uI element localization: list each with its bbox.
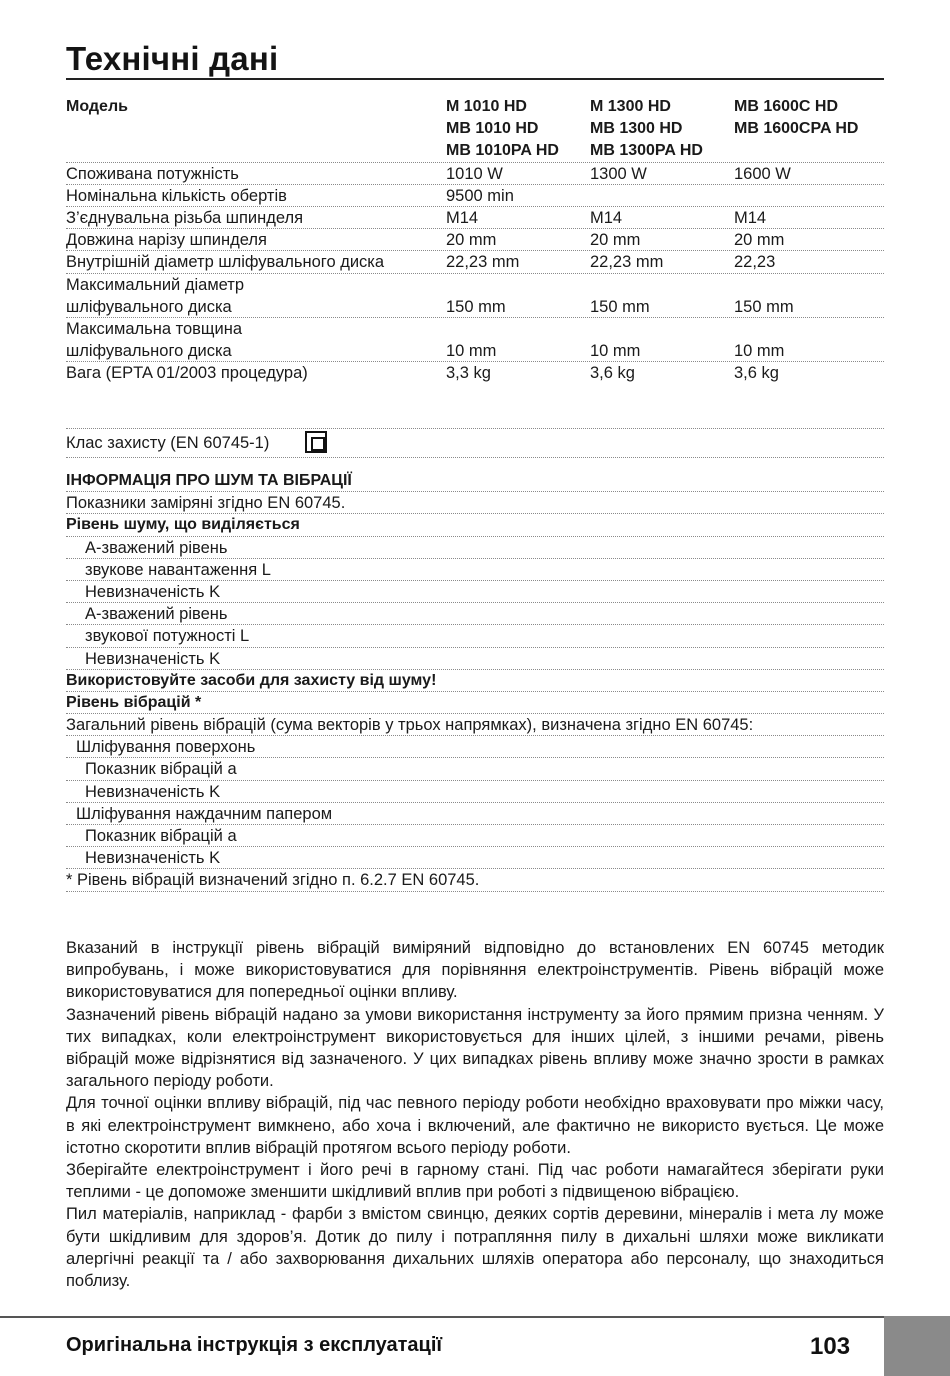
spec-label: Довжина нарізу шпинделя <box>66 231 267 250</box>
page-number: 103 <box>810 1333 851 1360</box>
noise-heading: ІНФОРМАЦІЯ ПРО ШУМ ТА ВІБРАЦІЇ <box>66 470 884 492</box>
spec-value: 20 mm <box>446 231 497 250</box>
vibration-value-label: Показник вібрацій a <box>66 825 884 847</box>
noise-vibration-section <box>66 470 884 892</box>
uncertainty-label: Невизначеність K <box>66 648 884 670</box>
paragraph: Зберігайте електроінструмент і його речі в гарному стані. Під час роботи намагайтеся зберігати руки теплими - це допоможе зменшити шкідливий вплив при роботі з підвищеною вібрацією. <box>66 1161 884 1202</box>
spec-value: 3,6 kg <box>590 364 635 383</box>
paragraph: Пил матеріалів, наприклад - фарби з вмістом свинцю, деяких сортів деревини, мінералів і мета лу може бути шкідливим для здоров’я. Дотик до пилу і потрапляння пилу в дихальні шляхи може викликати алергічні реакції та / або захворювання дихальних шляхів оператора або персоналу, що знаходиться поблизу. <box>66 1205 884 1291</box>
spec-row-weight <box>66 362 884 384</box>
model-name: MB 1300PA HD <box>590 142 703 160</box>
a-weighted-label: А-зважений рівень <box>66 537 884 559</box>
spec-value: M14 <box>590 208 623 227</box>
vibration-footnote: * Рівень вібрацій визначений згідно п. 6.2.7 EN 60745. <box>66 869 884 891</box>
spec-value: 10 mm <box>734 342 785 361</box>
spec-value: 1010 W <box>446 164 503 183</box>
spec-label-line: Максимальна товщина <box>66 319 242 338</box>
spec-value: 20 mm <box>590 231 641 250</box>
spec-value: 3,3 kg <box>446 364 491 383</box>
spec-row-thread-length <box>66 229 884 251</box>
model-name: MB 1600C HD <box>734 98 839 115</box>
sound-pressure-label: звукове навантаження L <box>66 559 884 581</box>
uncertainty-label: Невизначеність K <box>66 847 884 869</box>
spec-label: Внутрішній діаметр шліфувального диска <box>66 253 385 272</box>
spec-value: 150 mm <box>590 297 650 316</box>
model-name: MB 1010 HD <box>446 120 539 138</box>
model-name: MB 1010PA HD <box>446 142 559 160</box>
spec-value: 22,23 <box>734 253 776 272</box>
specs-table <box>66 96 884 385</box>
sound-power-label: звукової потужності L <box>66 625 884 647</box>
uncertainty-label: Невизначеність K <box>66 581 884 603</box>
spec-value: 9500 min <box>446 186 514 205</box>
page-tab <box>884 1316 950 1376</box>
spec-label-line: шліфувального диска <box>66 342 232 361</box>
spec-label: Номінальна кількість обертів <box>66 186 287 205</box>
spec-row-inner-diameter <box>66 251 884 273</box>
model-name: MB 1600CPA HD <box>734 120 859 138</box>
spec-label: Вага (EPTA 01/2003 процедура) <box>66 364 308 383</box>
spec-label-line: шліфувального диска <box>66 297 232 316</box>
protection-class-row <box>66 428 884 458</box>
spec-value: 10 mm <box>446 342 497 361</box>
spec-value: 150 mm <box>446 297 506 316</box>
footer-title: Оригінальна інструкція з експлуатації <box>66 1334 443 1356</box>
spec-value: 1600 W <box>734 164 791 183</box>
vibration-value-label: Показник вібрацій a <box>66 758 884 780</box>
spec-row-power <box>66 163 884 185</box>
page-title: Технічні дані <box>66 40 279 77</box>
vibration-total-note: Загальний рівень вібрацій (сума векторів у трьох напрямках), визначена згідно EN 60745: <box>66 714 884 736</box>
model-column-3 <box>734 96 858 140</box>
paragraph: Для точної оцінки впливу вібрацій, під час певного періоду роботи необхідно враховувати про міжки часу, в які електроінструмент вимкнено, або хоча і включений, але фактично не використо вується. Це може істотно скоротити вплив вібрацій протягом всього періоду роботи. <box>66 1094 884 1157</box>
spec-label: З’єднувальна різьба шпинделя <box>66 208 304 227</box>
noise-level-heading: Рівень шуму, що виділяється <box>66 514 884 536</box>
protection-class-label: Клас захисту (EN 60745-1) <box>66 434 270 452</box>
spec-value: 3,6 kg <box>734 364 779 383</box>
model-name: M 1010 HD <box>446 98 527 115</box>
title-divider <box>66 78 884 80</box>
ear-protection-warning: Використовуйте засоби для захисту від шуму! <box>66 670 884 692</box>
paragraph: Вказаний в інструкції рівень вібрацій виміряний відповідно до встановлених EN 60745 методик випробувань, і може використовуватися для порівняння електроінструментів. Рівень вібрацій може використовуватися для попередньої оцінки впливу. <box>66 939 884 1002</box>
sanding-label: Шліфування наждачним папером <box>66 803 884 825</box>
double-insulation-icon <box>305 431 327 453</box>
uncertainty-label: Невизначеність K <box>66 781 884 803</box>
footer-divider <box>0 1316 884 1318</box>
model-column-2 <box>590 96 703 163</box>
spec-label <box>66 318 242 362</box>
spec-row-max-diameter <box>66 274 884 318</box>
spec-row-speed <box>66 185 884 207</box>
model-name: MB 1300 HD <box>590 120 683 138</box>
model-column-1 <box>446 96 559 163</box>
spec-value: M14 <box>734 208 767 227</box>
spec-value: M14 <box>446 208 479 227</box>
vibration-heading: Рівень вібрацій * <box>66 692 884 714</box>
spec-label-line: Максимальний діаметр <box>66 275 245 294</box>
spec-value: 10 mm <box>590 342 641 361</box>
paragraph: Зазначений рівень вібрацій надано за умови використання інструменту за його прямим призна ченням. У тих випадках, коли електроінструмент використовується для інших цілей, з іншими речами, рівень вібрацій може відрізнятися від зазначеного. У цих випадках рівень впливу може значно зрости в рамках загального періоду роботи. <box>66 1005 884 1091</box>
surface-grinding-label: Шліфування поверхонь <box>66 736 884 758</box>
spec-label: Споживана потужність <box>66 164 239 183</box>
vibration-info-text <box>66 937 884 1292</box>
spec-label <box>66 274 244 318</box>
spec-row-max-thickness <box>66 318 884 362</box>
spec-value: 150 mm <box>734 297 794 316</box>
spec-value: 1300 W <box>590 164 647 183</box>
model-label: Модель <box>66 98 128 115</box>
spec-value: 20 mm <box>734 231 785 250</box>
spec-value: 22,23 mm <box>590 253 664 272</box>
model-name: M 1300 HD <box>590 98 671 115</box>
spec-row-thread <box>66 207 884 229</box>
measured-note: Показники заміряні згідно EN 60745. <box>66 492 884 514</box>
specs-header-row <box>66 96 884 163</box>
spec-value: 22,23 mm <box>446 253 520 272</box>
a-weighted-label: А-зважений рівень <box>66 603 884 625</box>
